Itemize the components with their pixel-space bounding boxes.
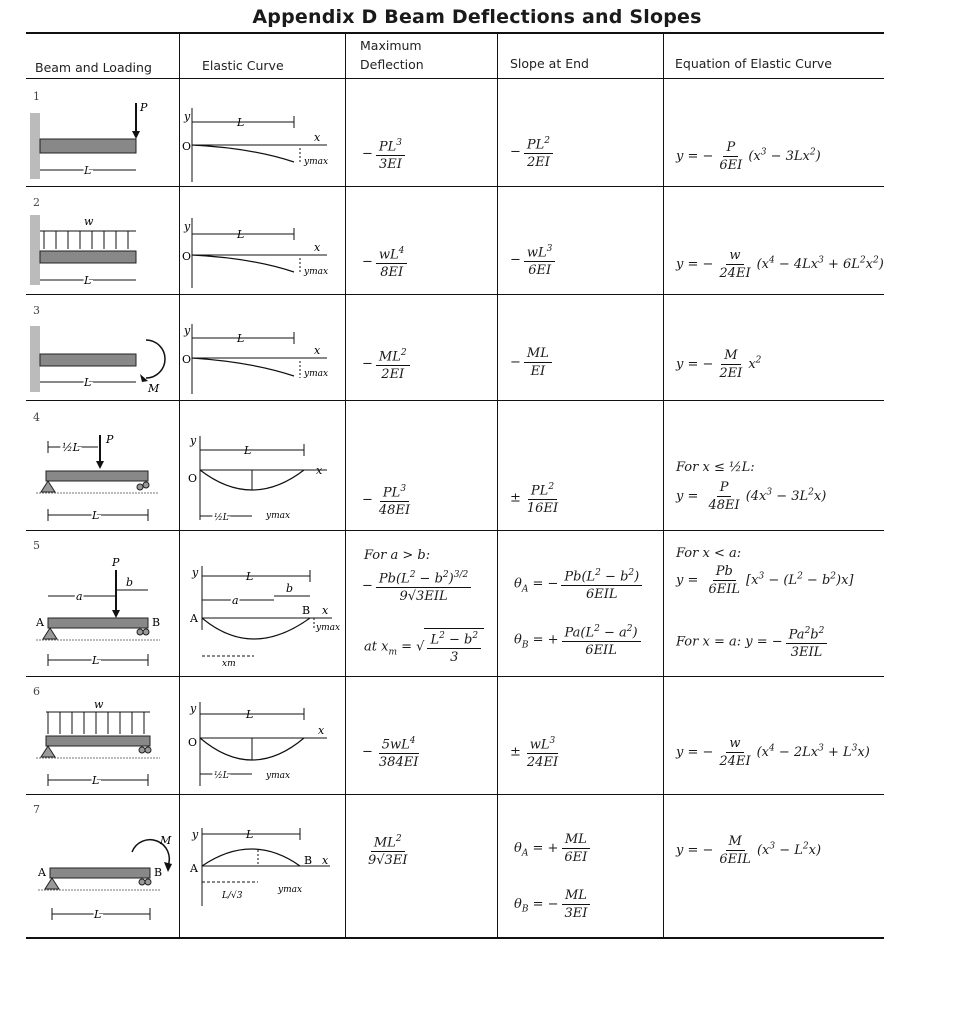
slope-a-row5: $\theta_A$ = − $\frac{Pb(L^2 - b^2)}{\text{6EIL}}$ [514,566,645,602]
roller-support [145,879,151,885]
equation-row1: y = − $\frac{P}{6EI}$ $(x^3 - 3Lx^2)$ [676,140,821,173]
max-deflection-row6: − $\frac{5wL^4}{384EI}$ [362,736,419,771]
label-A: A [190,862,198,875]
page-title: Appendix D Beam Deflections and Slopes [252,6,702,28]
label-L-over-root3: L/√3 [222,891,243,901]
label-L: L [246,828,254,841]
label-L: L [92,509,100,522]
label-P: P [106,433,114,446]
label-O: O [182,140,192,153]
beam-diagram-cantilever-point-load [28,95,178,185]
deflection-curve [192,255,294,272]
label-B: B [152,616,161,629]
elastic-curve-row6 [182,698,344,792]
deflection-condition-row5: For a > b: [364,548,431,563]
label-ymax: ymax [266,771,291,781]
label-L: L [237,228,245,241]
col-divider-1 [179,34,180,938]
row-rule-6 [26,794,884,795]
label-w: w [84,215,94,228]
label-B: B [154,866,163,879]
theta-symbol: θ [514,576,522,592]
row-number: 6 [33,685,40,698]
condition-x-equals-a: For x = a: [676,634,742,650]
label-M: M [148,382,160,395]
row-rule-4 [26,530,884,531]
slope-b-row5: $\theta_B$ = + $\frac{Pa(L^2 - a^2)}{\text{6EIL}}$ [514,622,644,658]
moment-arrow [146,340,165,378]
at-x-text: at x [364,639,389,655]
label-L: L [92,774,100,787]
label-y: y [192,566,199,579]
equation-row6: y = − $\frac{w}{24EI}$ $(x^4 - 2Lx^3 + L^3x)$ [676,736,870,769]
roller-support [143,629,149,635]
header-equation: Equation of Elastic Curve [675,56,832,71]
elastic-curve-row7 [182,822,344,934]
plus-minus: ± [510,490,521,506]
label-L: L [237,332,245,345]
label-L: L [246,708,254,721]
label-L: L [84,274,92,287]
equation-condition-row5: For x < a: [676,546,742,561]
label-L: L [237,116,245,129]
pin-support [45,878,59,889]
label-x: x [322,854,329,867]
beam-diagram-simply-supported-end-moment [28,826,178,936]
label-O: O [188,472,198,485]
label-y: y [184,220,191,233]
row-number: 5 [33,539,40,552]
header-beam-and-loading: Beam and Loading [35,60,152,75]
label-a: a [232,594,239,607]
condition-row4: For x ≤ ½L: [676,460,755,475]
label-L: L [246,570,254,583]
deflection-curve [192,358,294,376]
label-x: x [322,604,329,617]
equation-row5: y = $\frac{Pb}{\text{6EIL}}$ $[x^3 - (L^2 - b^2)x]$ [676,564,854,597]
equation-row5-at-a: For x = a: y = − $\frac{Pa^2b^2}{\text{3EIL}}$ [676,624,830,660]
label-M: M [160,834,172,847]
row-rule-5 [26,676,884,677]
row-number: 7 [33,803,40,816]
max-deflection-row4: − $\frac{PL^3}{48EI}$ [362,484,411,519]
label-x: x [318,724,325,737]
beam-diagram-simply-supported-offset-load [28,552,178,672]
beam [48,618,148,628]
row-number: 1 [33,90,40,103]
header-slope: Slope at End [510,56,589,71]
wall-support [30,215,40,285]
label-L: L [92,654,100,667]
label-half-L: ½L [214,513,229,523]
label-P: P [112,556,120,569]
slope-row3: − $\frac{ML}{EI}$ [510,346,555,379]
xm-location-row5: at $x_m$ = √ $\frac{L^2 - b^2}{3}$ [364,628,484,665]
beam [50,868,150,878]
slope-a-row7: $\theta_A$ = + $\frac{ML}{6EI}$ [514,832,593,865]
label-P: P [140,101,148,114]
label-y: y [192,828,199,841]
label-x: x [314,344,321,357]
label-A: A [190,612,198,625]
header-maximum: Maximum [360,38,422,53]
label-half-L: ½L [62,441,80,454]
equation-row3: y = − $\frac{M}{2EI}$ $x^2$ [676,348,762,381]
label-O: O [182,353,192,366]
pin-support [41,746,55,757]
elastic-curve-row5 [182,560,344,672]
max-deflection-row2: − $\frac{wL^4}{8EI}$ [362,244,410,280]
label-y: y [190,434,197,447]
slope-b-row7: $\theta_B$ = − $\frac{ML}{3EI}$ [514,888,593,921]
label-L: L [84,376,92,389]
deflection-curve [202,849,300,866]
theta-symbol: θ [514,841,522,856]
label-x: x [316,464,323,477]
label-O: O [182,250,192,263]
label-y: y [184,324,191,337]
label-b: b [126,576,134,589]
plus-minus: ± [510,744,521,760]
top-rule [26,32,884,34]
beam-diagram-cantilever-end-moment [28,318,178,398]
row-number: 2 [33,196,40,209]
label-ymax: ymax [304,157,329,167]
slope-row4: ± $\frac{PL^2}{16EI}$ [510,482,559,517]
slope-row6: ± $\frac{wL^3}{24EI}$ [510,736,559,771]
label-L: L [84,164,92,177]
max-deflection-row1: − $\frac{PL^3}{3EI}$ [362,136,408,172]
row-rule-3 [26,400,884,401]
pin-support [41,481,55,492]
row-rule-1 [26,186,884,187]
beam-diagram-cantilever-uniform-load [28,205,178,291]
max-deflection-row3: − $\frac{ML^2}{2EI}$ [362,346,413,382]
slope-row2: − $\frac{wL^3}{6EI}$ [510,242,558,278]
deflection-curve [202,618,310,639]
beam [40,139,136,153]
max-deflection-row5: − $\frac{Pb(L^2 - b^2)^{3/2}}{\text{9√3EIL}}$ [362,568,474,604]
beam [46,471,148,481]
label-ymax: ymax [266,511,291,521]
label-A: A [36,616,44,629]
beam [40,354,136,366]
label-x: x [314,241,321,254]
slope-row1: − $\frac{PL^2}{2EI}$ [510,134,556,170]
label-O: O [188,736,198,749]
label-half-L: ½L [214,771,229,781]
bottom-rule [26,937,884,939]
label-w: w [94,698,104,711]
beam [46,736,150,746]
label-xm: xm [222,659,236,669]
label-ymax: ymax [278,885,303,895]
equation-row7: y = − $\frac{M}{\text{6EIL}}$ $(x^3 - L^2x)$ [676,834,822,867]
elastic-curve-row2 [182,212,344,292]
label-ymax: ymax [316,623,341,633]
label-x: x [314,131,321,144]
label-L: L [244,444,252,457]
row-number: 4 [33,411,40,424]
row-number: 3 [33,304,40,317]
label-y: y [184,110,191,123]
elastic-curve-row4 [182,430,344,526]
elastic-curve-row3 [182,318,344,398]
label-a: a [76,590,83,603]
wall-support [30,326,40,392]
distributed-load-arrows [44,231,128,249]
header-deflection: Deflection [360,57,424,72]
header-rule [26,78,884,79]
equation-row4: y = $\frac{P}{48EI}$ $(4x^3 - 3L^2x)$ [676,480,827,513]
roller-support [145,747,151,753]
col-divider-2 [345,34,346,938]
deflection-curve [192,145,294,162]
beam-diagram-simply-supported-uniform-load [28,696,178,792]
equation-row2: y = − $\frac{w}{24EI}$ $(x^4 - 4Lx^3 + 6L^2x^2)$ [676,248,884,281]
label-y: y [190,702,197,715]
label-B: B [304,854,313,867]
distributed-load-arrows [48,712,144,734]
theta-symbol: θ [514,632,522,648]
label-ymax: ymax [304,267,329,277]
label-B: B [302,604,311,617]
label-b: b [286,582,294,595]
label-L: L [94,908,102,921]
theta-symbol: θ [514,897,522,912]
col-divider-3 [497,34,498,938]
header-elastic-curve: Elastic Curve [202,58,284,73]
beam [40,251,136,263]
pin-support [43,628,57,639]
max-deflection-row7: $\frac{ML^2}{9√3EI}$ [368,834,408,869]
beam-diagram-simply-supported-center-load [28,425,178,527]
col-divider-4 [663,34,664,938]
row-rule-2 [26,294,884,295]
label-A: A [38,866,46,879]
elastic-curve-row1 [182,100,344,186]
wall-support [30,113,40,179]
label-ymax: ymax [304,369,329,379]
roller-support [137,484,143,490]
